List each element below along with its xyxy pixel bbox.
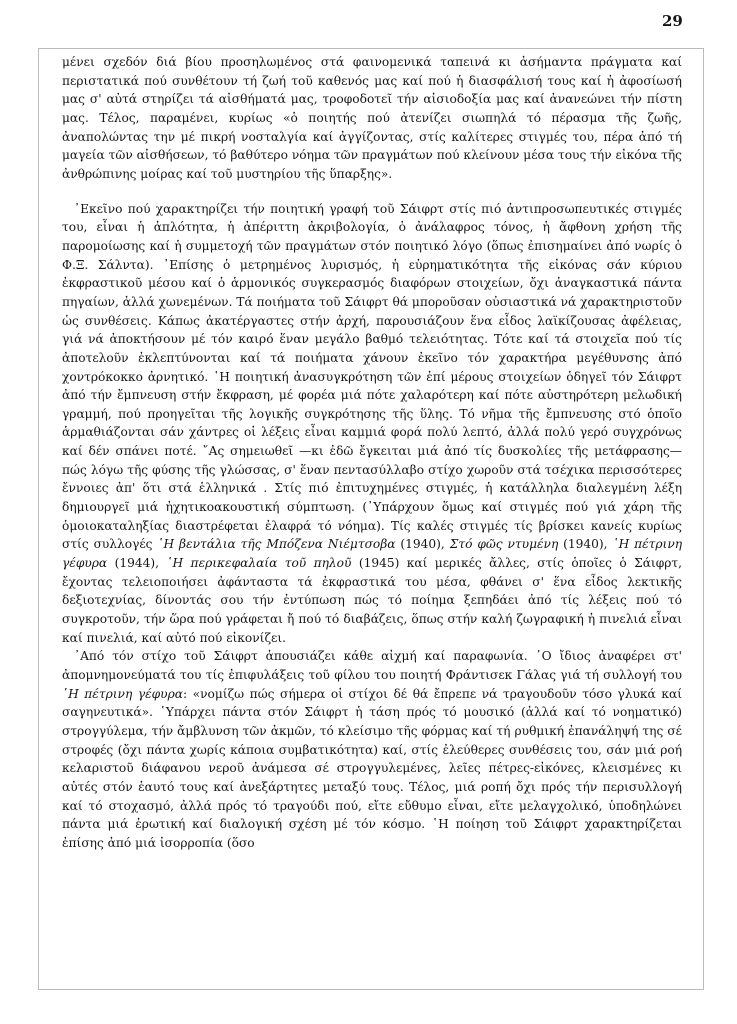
paragraph-3-text: ᾿Από τόν στίχο τοῦ Σάιφρτ ἀπουσιάζει κάθε αἰχμή καί παραφωνία. ῾Ο ἴδιος ἀναφέρει στ' ἀπομνημονεύματά του τίς ἐπιφυλάξεις τοῦ φίλου του ποιητή Φράντισεκ Γάλας γιά τή συλλογή του <box>62 649 682 682</box>
collection-tail: (1945) καί μερικές ἄλλες, στίς ὁποῖες ὁ Σάιφρτ, ἔχοντας τελειοποιήσει ἀφάνταστα τά ἐκφραστικά του μέσα, φθάνει σ' ἕνα εἶδος λεκτικῆς δεξιοτεχνίας, δίνοντάς σου τήν ἐντύπωση πώς τό ποίημα ξεπηδάει ἀπό τίς λέξεις πού τό συγκροτοῦν, τήν ὥρα πού γράφεται ἤ πού τό διαβάζεις, ὅπως στήν καλή ζωγραφική ἡ πινελιά εἶναι καί πινελιά, καί αὐτό πού εἰκονίζει. <box>62 556 683 645</box>
collection-title-perikefalaia: ῾Η περικεφαλαία τοῦ πηλοῦ <box>166 556 352 571</box>
body-text <box>62 53 682 853</box>
quoted-collection-title: ῾Η πέτρινη γέφυρα <box>62 686 183 701</box>
paragraph-3-tail: : «νομίζω πώς σήμερα οἱ στίχοι δέ θά ἔπρεπε νά τραγουδοῦν τόσο γλυκά καί σαγηνευτικά». ῾Υπάρχει πάντα στόν Σάιφρτ ἡ τάση πρός τό μουσικό (ἀλλά καί τό νοηματικό) στρογγύλεμα, τήν ἄμβλυνση τῶν ἀκμῶν, τό κλείσιμο τῆς φόρμας καί τή ρυθμική ἐπανάληψή της σέ στροφές (ὄχι πάντα χωρίς κάποια συμβατικότητα) καί, στίς ἐλεύθερες συνθέσεις του, σάν μιά ροή κελαριστοῦ διάφανου νεροῦ ἀνάμεσα σέ στρογγυλεμένες, λεῖες πέτρες-εἰκόνες, κλεισμένες κι αὐτές στόν ἑαυτό τους καί ἀνεξάρτητες μεταξύ τους. Τέλος, μιά ροπή ὄχι πρός τήν περισυλλογή καί τό στοχασμό, ἀλλά πρός τό τραγούδι πού, εἴτε εὔθυμο εἶναι, εἴτε μελαγχολικό, ὑποδηλώνει πάντα μιά ἐρωτική καί διαλογική σχέση μέ τόν κόσμο. ῾Η ποίηση τοῦ Σάιφρτ χαρακτηρίζεται ἐπίσης ἀπό μιά ἰσορροπία (ὅσο <box>62 686 682 850</box>
paragraph-2 <box>62 200 682 648</box>
paragraph-1: μένει σχεδόν διά βίου προσηλωμένος στά φαινομενικά ταπεινά κι ἀσήμαντα πράγματα καί περιστατικά πού συνθέτουν τή ζωή τοῦ καθενός μας καί πού ἡ διασφάλισή τους καί ἡ ἀφοσίωσή μας σ' αὐτά στηρίζει τά αἰσθήματά μας, τροφοδοτεῖ τήν αἰσιοδοξία μας καί ἀνανεώνει τήν πίστη μας. Τέλος, παραμένει, κυρίως «ὁ ποιητής πού ἀτενίζει σιωπηλά τό πέρασμα τῆς ζωῆς, ἀναπολώντας την μέ πικρή νοσταλγία καί ἀγγίζοντας, στίς καλίτερες στιγμές του, πέρα ἀπό τή μαγεία τῶν αἰσθήσεων, τό βαθύτερο νόημα τῶν πραγμάτων πού κλείνουν μέσα τους τήν εἰκόνα τῆς ἀνθρώπινης μοίρας καί τοῦ μυστηρίου τῆς ὕπαρξης». <box>62 55 682 181</box>
collection-year-ventalia: (1940), <box>400 537 445 552</box>
collection-title-gefyra: ῾Η πέτρινη γέφυρα <box>62 537 683 571</box>
paragraph-3 <box>62 647 682 852</box>
collection-title-ventalia: ῾Η βεντάλια τῆς Μπόζενα Νιέμτσοβα <box>157 537 396 552</box>
collection-title-fos: Στό φῶς ντυμένη <box>449 537 559 552</box>
paragraph-2-text: ᾿Εκεῖνο πού χαρακτηρίζει τήν ποιητική γραφή τοῦ Σάιφρτ στίς πιό ἀντιπροσωπευτικές στιγμές του, εἶναι ἡ ἁπλότητα, ἡ ἀπέριττη ἀκριβολογία, ὁ ἀνάλαφρος τόνος, ἡ ἄφθονη χρήση τῆς παρομοίωσης καί ἡ συμμετοχή τῶν πραγμάτων στόν ποιητικό λόγο (ὅπως ἐπισημαίνει ἀπό νωρίς ὁ Φ.Ξ. Σάλντα). ᾿Επίσης ὁ μετρημένος λυρισμός, ἡ εὑρηματικότητα τῆς εἰκόνας σάν κύριου ἐκφραστικοῦ μέσου καί ὁ ἁρμονικός συγκερασμός διαφόρων στοιχείων, ὄχι ἀναγκαστικά πάντα πηγαίων, ἀλλά χωνεμένων. Τά ποιήματα τοῦ Σάιφρτ θά μποροῦσαν οὐσιαστικά νά χαρακτηριστοῦν ὡς συνθέσεις. Κάπως ἀκατέργαστες στήν ἀρχή, παρουσιάζουν ἕνα εἶδος λαϊκίζουσας ἀφέλειας, γιά νά ἀποκτήσουν μέ τόν καιρό ἕναν μεγάλο βαθμό τελειότητας. Τότε καί τά στοιχεῖα πού τίς ἀποτελοῦν ἐκλεπτύνονται καί τά ποιήματα χάνουν ἐκεῖνο τόν χαρακτήρα μεγέθυνσης ἀπό χοντρόκοκκο ἀρνητικό. ῾Η ποιητική ἀνασυγκρότηση τῶν ἐπί μέρους στοιχείων ὁδηγεῖ τόν Σάιφρτ ἀπό τήν ἔμπνευση στήν ἔκφραση, μέ φορέα μιά πότε χαλαρότερη καί πότε αὐστηρότερη μελωδική γραμμή, πού προηγεῖται τῆς λογικῆς συγκρότησης τῆς ὕλης. Τό νῆμα τῆς ἔμπνευσης στό ὁποῖο ἁρμαθιάζονται σάν χάντρες οἱ λέξεις εἶναι καμμιά φορά πολύ λεπτό, ἀλλά πολύ γερό συγχρόνως καί δέν σπάνει ποτέ. ῎Ας σημειωθεῖ —κι ἐδῶ ἔγκειται μιά ἀπό τίς δυσκολίες τῆς μετάφρασης— πώς λόγω τῆς φύσης τῆς γλώσσας, σ' ἕναν πεντασύλλαβο στίχο χωροῦν στά τσέχικα περισσότερες ἔννοιες ἀπ' ὅτι στά ἑλληνικά . Στίς πιό ἐπιτυχημένες στιγμές, ἡ κατάλληλα διαλεγμένη λέξη δημιουργεῖ μιά ἠχητικοακουστική σύμπτωση. (᾿Υπάρχουν ὅμως καί στιγμές πού γιά χάρη τῆς ὁμοιοκαταληξίας διαστρέφεται ἐλαφρά τό νόημα). Τίς καλές στιγμές τίς βρίσκει κανείς κυρίως στίς συλλογές <box>62 201 682 552</box>
collection-year-gefyra: (1944), <box>114 556 159 571</box>
collection-year-fos: (1940), <box>563 537 608 552</box>
page-number: 29 <box>662 12 683 30</box>
